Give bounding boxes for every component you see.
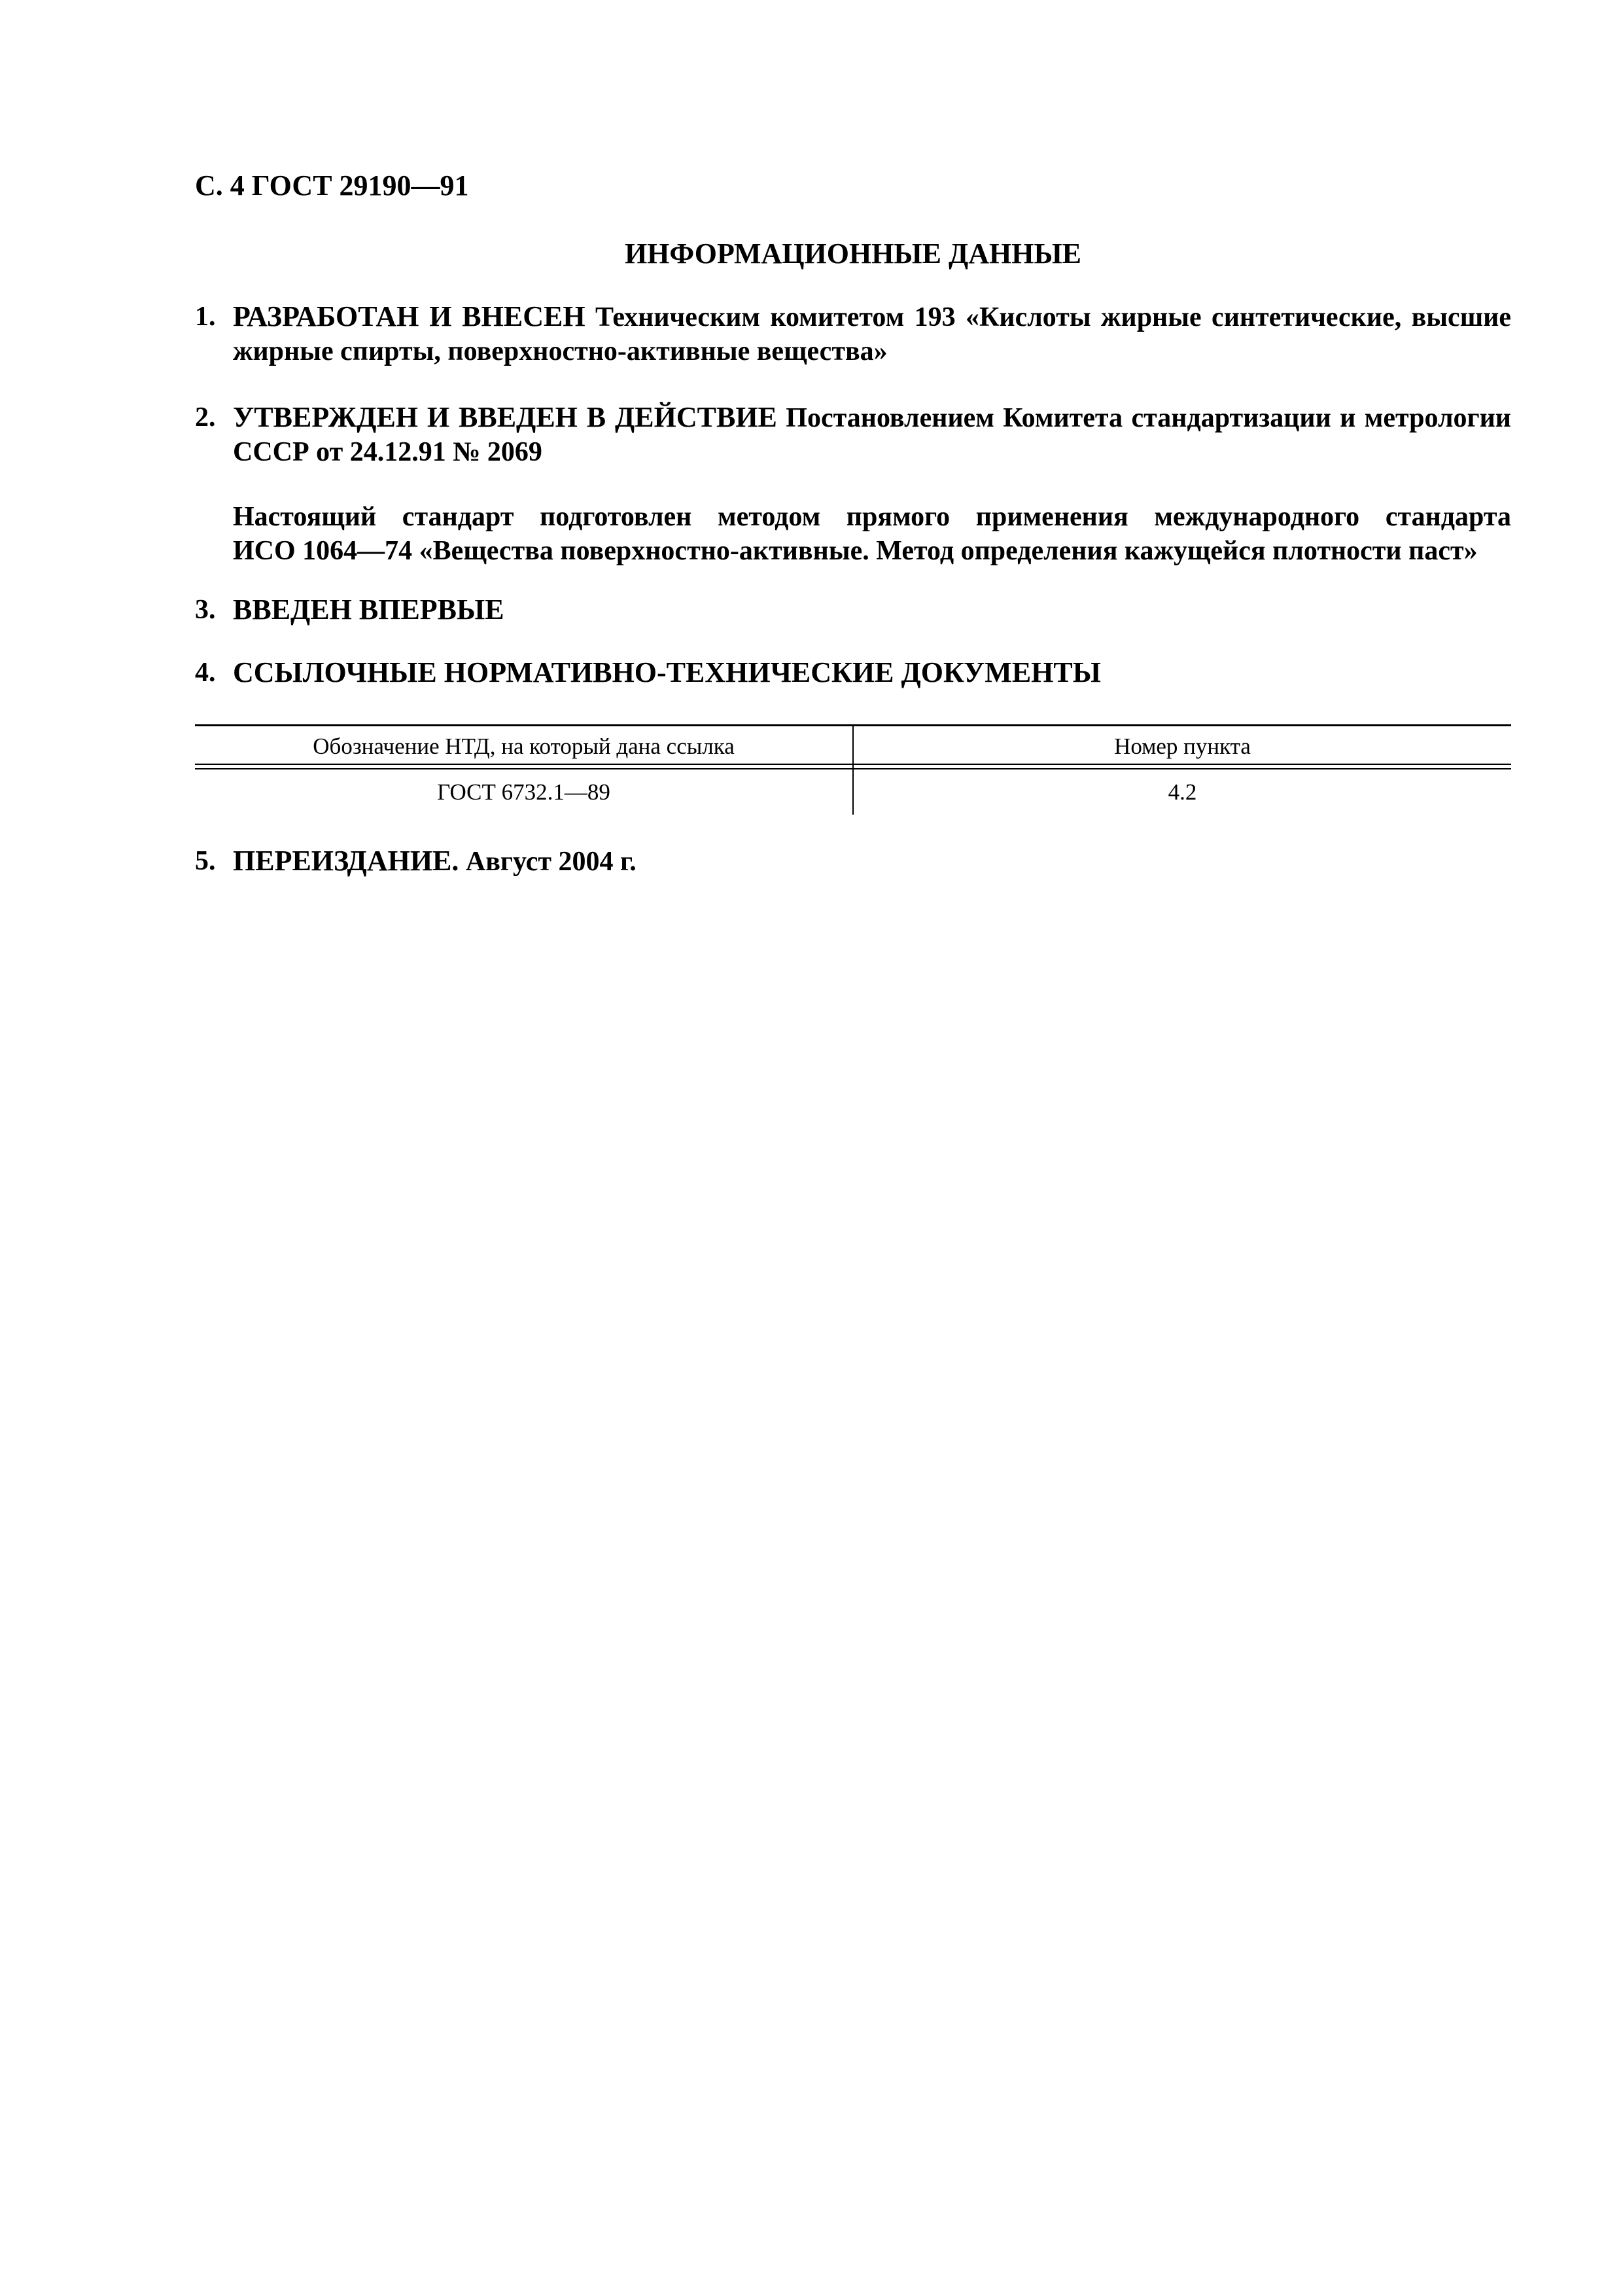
item-lead: ССЫЛОЧНЫЕ НОРМАТИВНО-ТЕХНИЧЕСКИЕ ДОКУМЕНТЫ bbox=[233, 656, 1101, 688]
table-header-cell: Номер пункта bbox=[1114, 733, 1251, 759]
note-line: Настоящий стандарт подготовлен методом прямого применения международного стандарта bbox=[233, 502, 1511, 532]
item-number: 4. bbox=[195, 658, 216, 688]
list-item bbox=[195, 656, 1511, 690]
table-cell: 4.2 bbox=[1168, 779, 1197, 805]
item-lead: ВВЕДЕН ВПЕРВЫЕ bbox=[233, 593, 504, 626]
item-number: 5. bbox=[195, 846, 216, 876]
item-text: Техническим комитетом 193 «Кислоты жирные синтетические, высшие жирные спирты, поверхностно-активные вещества» bbox=[233, 302, 1511, 366]
item-body bbox=[233, 844, 1511, 879]
item-body bbox=[233, 593, 1511, 627]
item-lead: РАЗРАБОТАН И ВНЕСЕН bbox=[233, 300, 585, 332]
item-text: Постановлением Комитета стандартизации и метрологии СССР от 24.12.91 № 2069 bbox=[233, 403, 1512, 467]
list-item bbox=[195, 300, 1511, 368]
item-body bbox=[233, 300, 1511, 368]
item-body bbox=[233, 656, 1511, 690]
note-line: ИСО 1064—74 «Вещества поверхностно-активные. Метод определения кажущейся плотности паст» bbox=[233, 536, 1478, 566]
list-item bbox=[195, 593, 1511, 627]
item-number: 1. bbox=[195, 302, 216, 332]
table-header-cell: Обозначение НТД, на который дана ссылка bbox=[313, 733, 735, 759]
list-item bbox=[195, 400, 1511, 469]
note-paragraph bbox=[233, 500, 1511, 568]
item-lead: ПЕРЕИЗДАНИЕ. bbox=[233, 845, 459, 877]
item-body bbox=[233, 400, 1511, 469]
page-header: С. 4 ГОСТ 29190—91 bbox=[195, 169, 469, 202]
item-number: 3. bbox=[195, 595, 216, 625]
section-title: ИНФОРМАЦИОННЫЕ ДАННЫЕ bbox=[624, 238, 1082, 270]
item-number: 2. bbox=[195, 402, 216, 433]
table-cell: ГОСТ 6732.1—89 bbox=[437, 779, 610, 805]
item-text: Август 2004 г. bbox=[459, 847, 637, 877]
list-item bbox=[195, 844, 1511, 879]
item-lead: УТВЕРЖДЕН И ВВЕДЕН В ДЕЙСТВИЕ bbox=[233, 401, 777, 433]
